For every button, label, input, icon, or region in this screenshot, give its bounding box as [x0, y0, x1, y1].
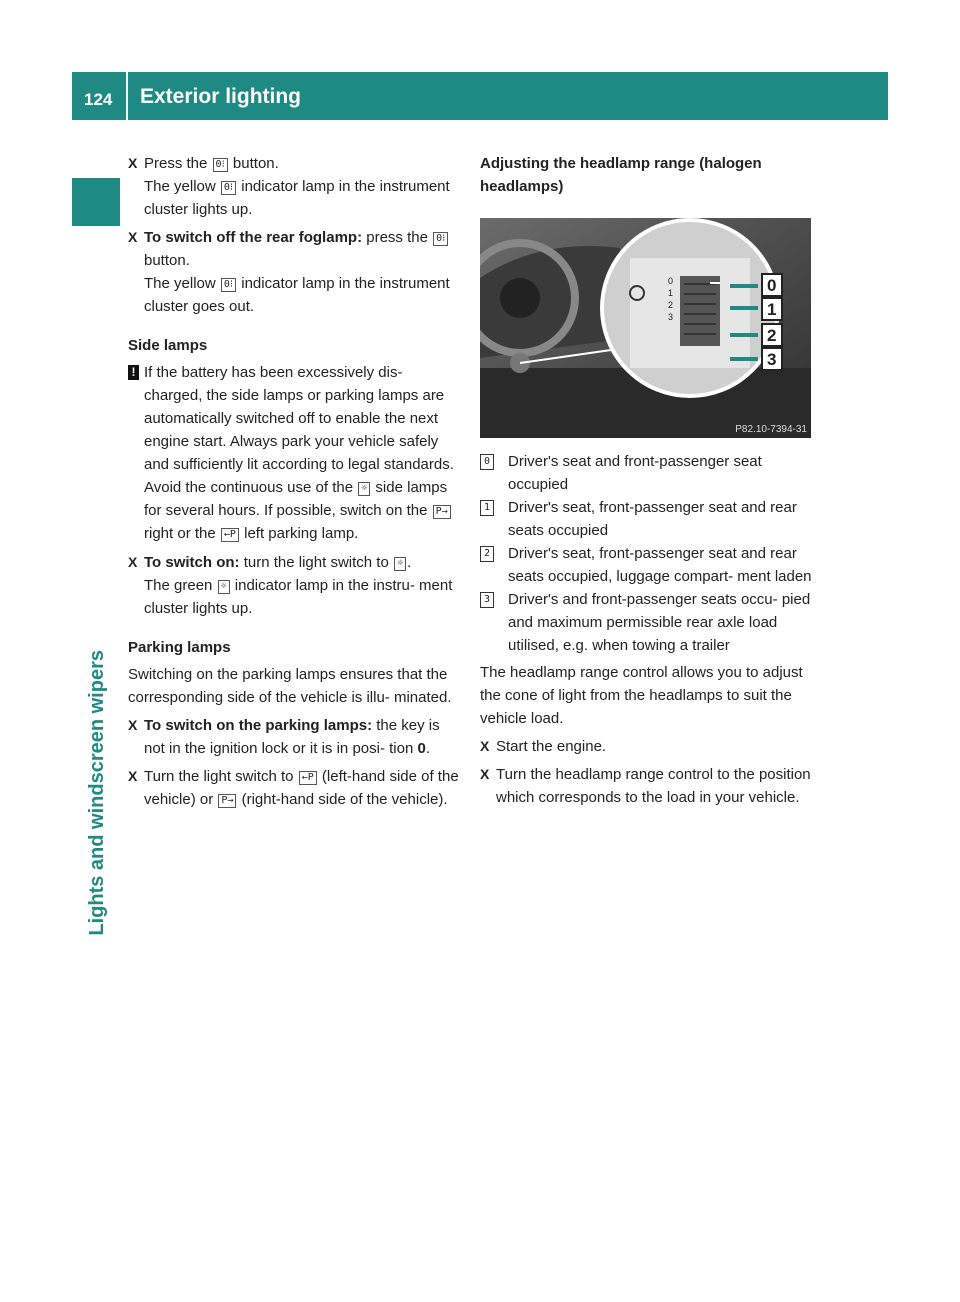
warning-note — [128, 361, 460, 545]
headlamp-range-figure — [480, 218, 811, 438]
instruction-step — [128, 714, 460, 760]
legend-text: Driver's and front-passenger seats occu- pied and maximum permissible rear axle load utilised, e.g. when towing a trailer — [508, 591, 811, 654]
step-marker: X — [480, 738, 490, 754]
section-heading: Parking lamps — [128, 639, 231, 656]
step-text: The yellow — [144, 178, 216, 195]
step-text: Turn the light switch to — [144, 768, 294, 785]
chapter-label: Lights and windscreen wipers — [86, 650, 108, 936]
instruction-step — [128, 152, 460, 221]
legend-key: 1 — [480, 500, 494, 516]
step-heading: To switch on the parking lamps: — [144, 717, 373, 734]
instruction-step — [128, 765, 460, 811]
instruction-step — [128, 226, 460, 318]
step-text: . — [425, 740, 430, 757]
scale-label: 2 — [767, 326, 777, 345]
warning-icon: ! — [128, 365, 139, 380]
left-column — [128, 152, 460, 816]
step-text: the key is not in the ignition lock or it is in posi- tion — [144, 717, 440, 757]
rear-foglamp-icon: 0⁝ — [221, 278, 236, 292]
left-parking-lamp-icon: ←P — [299, 771, 317, 785]
body-paragraph: Switching on the parking lamps ensures that the corresponding side of the vehicle is illu- minated. — [128, 666, 452, 706]
rear-foglamp-icon: 0⁝ — [213, 158, 228, 172]
step-marker: X — [128, 554, 138, 570]
step-text: (right-hand side of the vehicle). — [241, 791, 448, 808]
dial-label: 3 — [668, 312, 674, 322]
scale-label: 3 — [767, 350, 777, 369]
dashboard-illustration — [480, 218, 811, 438]
step-marker: X — [480, 766, 490, 782]
body-paragraph: The headlamp range control allows you to adjust the cone of light from the headlamps to suit the vehicle load. — [480, 664, 803, 727]
page-title: Exterior lighting — [140, 85, 302, 108]
instruction-step — [128, 551, 460, 620]
chapter-tab — [72, 178, 120, 226]
section-heading: Side lamps — [128, 337, 208, 354]
legend-item — [480, 588, 815, 657]
scale-label: 1 — [767, 300, 777, 319]
step-marker: X — [128, 768, 138, 784]
right-parking-lamp-icon: P→ — [433, 505, 451, 519]
step-text: (left-hand side of the vehicle) or — [144, 768, 459, 808]
figure-code: P82.10-7394-31 — [735, 424, 807, 435]
step-text: turn the light switch to — [243, 554, 389, 571]
step-heading: To switch on: — [144, 554, 240, 571]
step-text: The yellow — [144, 275, 216, 292]
legend-text: Driver's seat and front-passenger seat occupied — [508, 453, 762, 493]
legend-key: 3 — [480, 592, 494, 608]
warning-text: left parking lamp. — [244, 525, 359, 542]
step-marker: X — [128, 155, 138, 171]
header-divider — [126, 72, 128, 120]
legend-item — [480, 496, 815, 542]
instruction-step — [480, 763, 815, 809]
legend-key: 2 — [480, 546, 494, 562]
step-text: Press the — [144, 155, 208, 172]
legend-key: 0 — [480, 454, 494, 470]
step-text: press the — [366, 229, 428, 246]
side-lamps-icon: ☼ — [218, 580, 230, 594]
page-number: 124 — [84, 90, 113, 109]
instruction-step — [480, 735, 815, 758]
warning-text: side lamps for several hours. If possible, switch on the — [144, 479, 448, 519]
dial-label: 1 — [668, 288, 674, 298]
rear-foglamp-icon: 0⁝ — [433, 232, 448, 246]
right-parking-lamp-icon: P→ — [218, 794, 236, 808]
section-heading: Adjusting the headlamp range (halogen headlamps) — [480, 155, 762, 195]
step-marker: X — [128, 229, 138, 245]
dial-label: 0 — [668, 276, 674, 286]
step-text: Start the engine. — [496, 738, 607, 755]
step-text: button. — [232, 155, 279, 172]
warning-text: right or the — [144, 525, 216, 542]
side-lamps-icon: ☼ — [358, 482, 370, 496]
rear-foglamp-icon: 0⁝ — [221, 181, 236, 195]
legend-text: Driver's seat, front-passenger seat and rear seats occupied — [508, 499, 797, 539]
step-text: indicator lamp in the instru- ment cluster lights up. — [144, 577, 453, 617]
scale-label: 0 — [767, 276, 777, 295]
dial-label: 2 — [668, 300, 674, 310]
step-text: indicator lamp in the instrument cluster goes out. — [144, 275, 450, 315]
legend-text: Driver's seat, front-passenger seat and rear seats occupied, luggage compart- ment laden — [508, 545, 812, 585]
legend-item — [480, 450, 815, 496]
left-parking-lamp-icon: ←P — [221, 528, 239, 542]
step-text: indicator lamp in the instrument cluster lights up. — [144, 178, 450, 218]
side-lamps-icon: ☼ — [394, 557, 406, 571]
step-heading: To switch off the rear foglamp: — [144, 229, 363, 246]
warning-text: If the battery has been excessively dis- charged, the side lamps or parking lamps are automatically switched off to enable the next engine start. Always park your vehicle safely and sufficiently lit according to legal standards. Avoid the continuous use of the — [144, 364, 454, 496]
legend-item — [480, 542, 815, 588]
step-text: button. — [144, 252, 190, 269]
step-text: . — [407, 554, 412, 571]
right-column — [480, 152, 815, 814]
step-text: Turn the headlamp range control to the position which corresponds to the load in your vehicle. — [496, 766, 811, 806]
step-text: The green — [144, 577, 213, 594]
step-marker: X — [128, 717, 138, 733]
ignition-position: 0 — [417, 740, 426, 757]
